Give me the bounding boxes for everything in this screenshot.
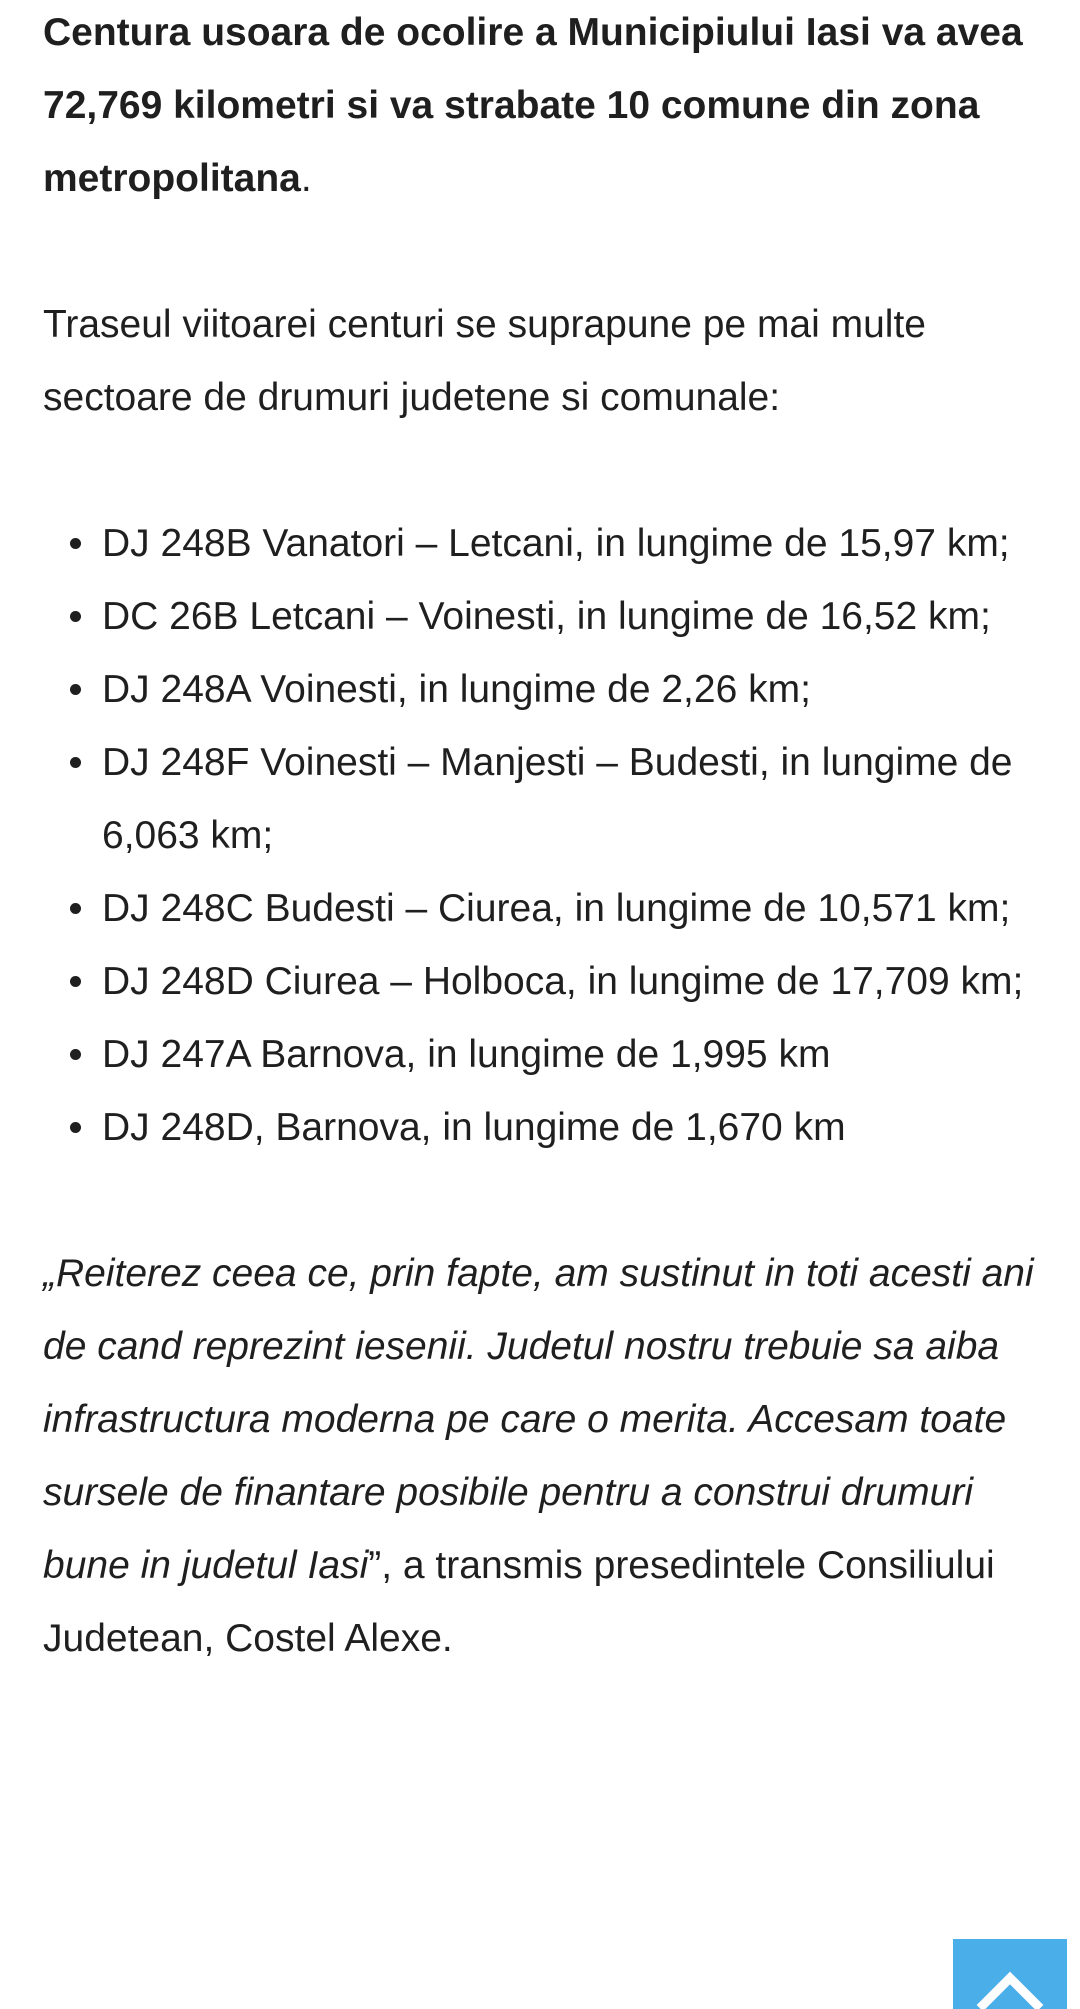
quote-attribution: ”, a transmis presedintele Consiliului Judetean, Costel Alexe. <box>43 1544 995 1660</box>
list-item: DJ 247A Barnova, in lungime de 1,995 km <box>43 1018 1043 1091</box>
list-item: DJ 248A Voinesti, in lungime de 2,26 km; <box>43 653 1043 726</box>
list-item: DJ 248C Budesti – Ciurea, in lungime de 10,571 km; <box>43 872 1043 945</box>
list-item: DJ 248D Ciurea – Holboca, in lungime de 17,709 km; <box>43 945 1043 1018</box>
lead-end-punctuation: . <box>300 157 312 200</box>
list-item: DC 26B Letcani – Voinesti, in lungime de 16,52 km; <box>43 580 1043 653</box>
lead-bold-text: Centura usoara de ocolire a Municipiului Iasi va avea 72,769 kilometri si va strabate 10 comune din zona metropolitana <box>43 11 1023 200</box>
list-item: DJ 248B Vanatori – Letcani, in lungime de 15,97 km; <box>43 507 1043 580</box>
list-item: DJ 248D, Barnova, in lungime de 1,670 km <box>43 1091 1043 1164</box>
article-body <box>43 0 1043 1675</box>
quote-italic-text: „Reiterez ceea ce, prin fapte, am sustinut in toti acesti ani de cand reprezint iesenii. Judetul nostru trebuie sa aiba infrastructura moderna pe care o merita. Accesam toate sursele de finantare posibile pentru a construi drumuri bune in judetul Iasi <box>43 1252 1034 1587</box>
quote-paragraph <box>43 1237 1043 1675</box>
lead-paragraph <box>43 0 1043 215</box>
road-list <box>43 507 1043 1164</box>
list-item: DJ 248F Voinesti – Manjesti – Budesti, in lungime de 6,063 km; <box>43 726 1043 872</box>
scroll-to-top-button[interactable] <box>953 1939 1067 2009</box>
intro-paragraph: Traseul viitoarei centuri se suprapune pe mai multe sectoare de drumuri judetene si comunale: <box>43 303 926 419</box>
chevron-up-icon <box>975 1959 1045 2009</box>
